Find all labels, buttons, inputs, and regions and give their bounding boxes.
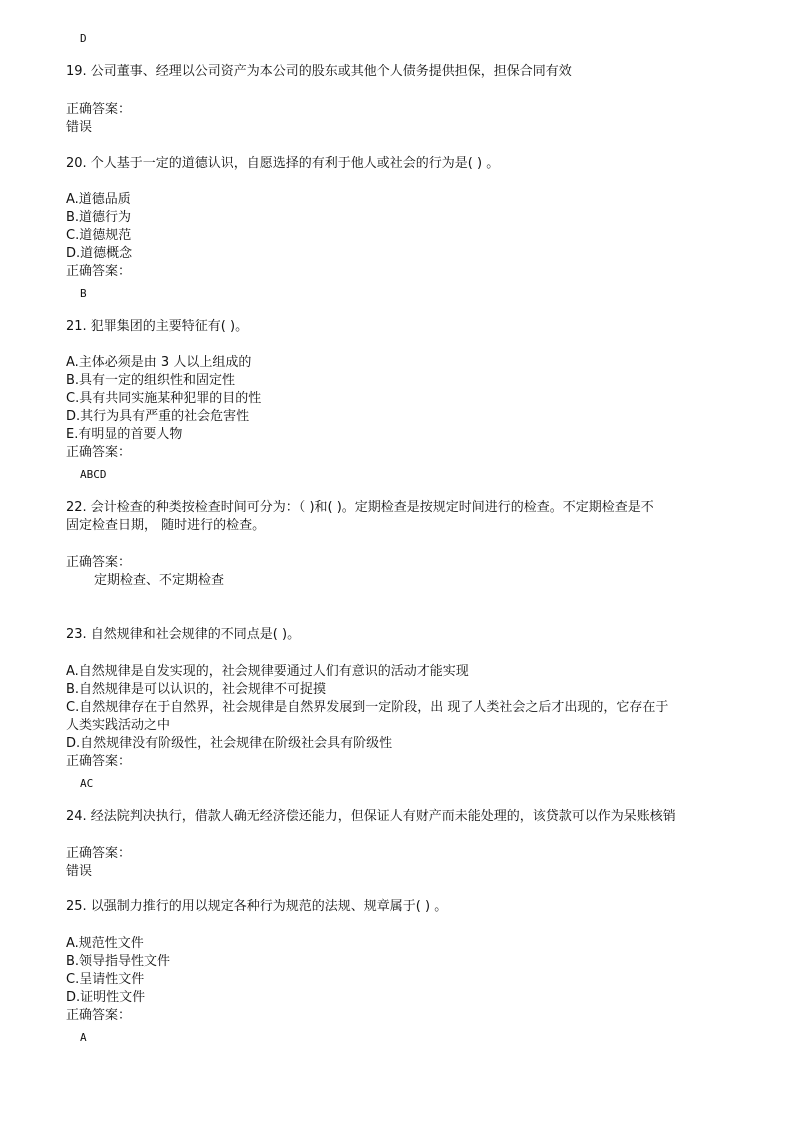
option-23-c: C.自然规律存在于自然界，社会规律是自然界发展到一定阶段，出 现了人类社会之后才出现的，它存在于 — [66, 700, 669, 715]
option-21-e: E.有明显的首要人物 — [66, 427, 183, 442]
answer-label-23: 正确答案： — [66, 754, 132, 769]
option-20-c: C.道德规范 — [66, 228, 132, 243]
question-20: 20. 个人基于一定的道德认识，自愿选择的有利于他人或社会的行为是( ) 。 — [66, 156, 500, 171]
option-20-d: D.道德概念 — [66, 246, 133, 261]
previous-answer: D — [80, 32, 87, 45]
question-25: 25. 以强制力推行的用以规定各种行为规范的法规、规章属于( ) 。 — [66, 899, 448, 914]
option-21-c: C.具有共同实施某种犯罪的目的性 — [66, 391, 262, 406]
answer-23: AC — [80, 777, 94, 790]
answer-24: 错误 — [66, 864, 93, 879]
answer-label-22: 正确答案： — [66, 555, 132, 570]
answer-19: 错误 — [66, 120, 93, 135]
option-23-c-cont: 人类实践活动之中 — [66, 718, 171, 733]
option-23-d: D.自然规律没有阶级性，社会规律在阶级社会具有阶级性 — [66, 736, 393, 751]
option-23-b: B.自然规律是可以认识的，社会规律不可捉摸 — [66, 682, 327, 697]
question-19: 19. 公司董事、经理以公司资产为本公司的股东或其他个人债务提供担保，担保合同有效 — [66, 64, 572, 79]
answer-25: A — [80, 1031, 87, 1044]
option-25-b: B.领导指导性文件 — [66, 954, 171, 969]
answer-label-25: 正确答案： — [66, 1008, 132, 1023]
question-24: 24. 经法院判决执行，借款人确无经济偿还能力，但保证人有财产而未能处理的，该贷款可以作为呆账核销 — [66, 809, 676, 824]
option-25-d: D.证明性文件 — [66, 990, 146, 1005]
option-21-d: D.其行为具有严重的社会危害性 — [66, 409, 250, 424]
answer-20: B — [80, 287, 87, 300]
answer-22: 定期检查、不定期检查 — [94, 573, 225, 588]
question-23: 23. 自然规律和社会规律的不同点是( )。 — [66, 627, 301, 642]
option-20-b: B.道德行为 — [66, 210, 132, 225]
option-25-c: C.呈请性文件 — [66, 972, 145, 987]
answer-label-24: 正确答案： — [66, 846, 132, 861]
option-25-a: A.规范性文件 — [66, 936, 144, 951]
option-21-a: A.主体必须是由 3 人以上组成的 — [66, 355, 252, 370]
question-21: 21. 犯罪集团的主要特征有( )。 — [66, 319, 249, 334]
answer-21: ABCD — [80, 468, 107, 481]
answer-label-20: 正确答案： — [66, 264, 132, 279]
option-23-a: A.自然规律是自发实现的，社会规律要通过人们有意识的活动才能实现 — [66, 664, 469, 679]
question-22-line1: 22. 会计检查的种类按检查时间可分为：（ )和( )。定期检查是按规定时间进行的检查。不定期检查是不 — [66, 500, 654, 515]
answer-label-21: 正确答案： — [66, 445, 132, 460]
option-20-a: A.道德品质 — [66, 192, 131, 207]
answer-label-19: 正确答案： — [66, 102, 132, 117]
question-22-line2: 固定检查日期， 随时进行的检查。 — [66, 518, 266, 533]
option-21-b: B.具有一定的组织性和固定性 — [66, 373, 236, 388]
